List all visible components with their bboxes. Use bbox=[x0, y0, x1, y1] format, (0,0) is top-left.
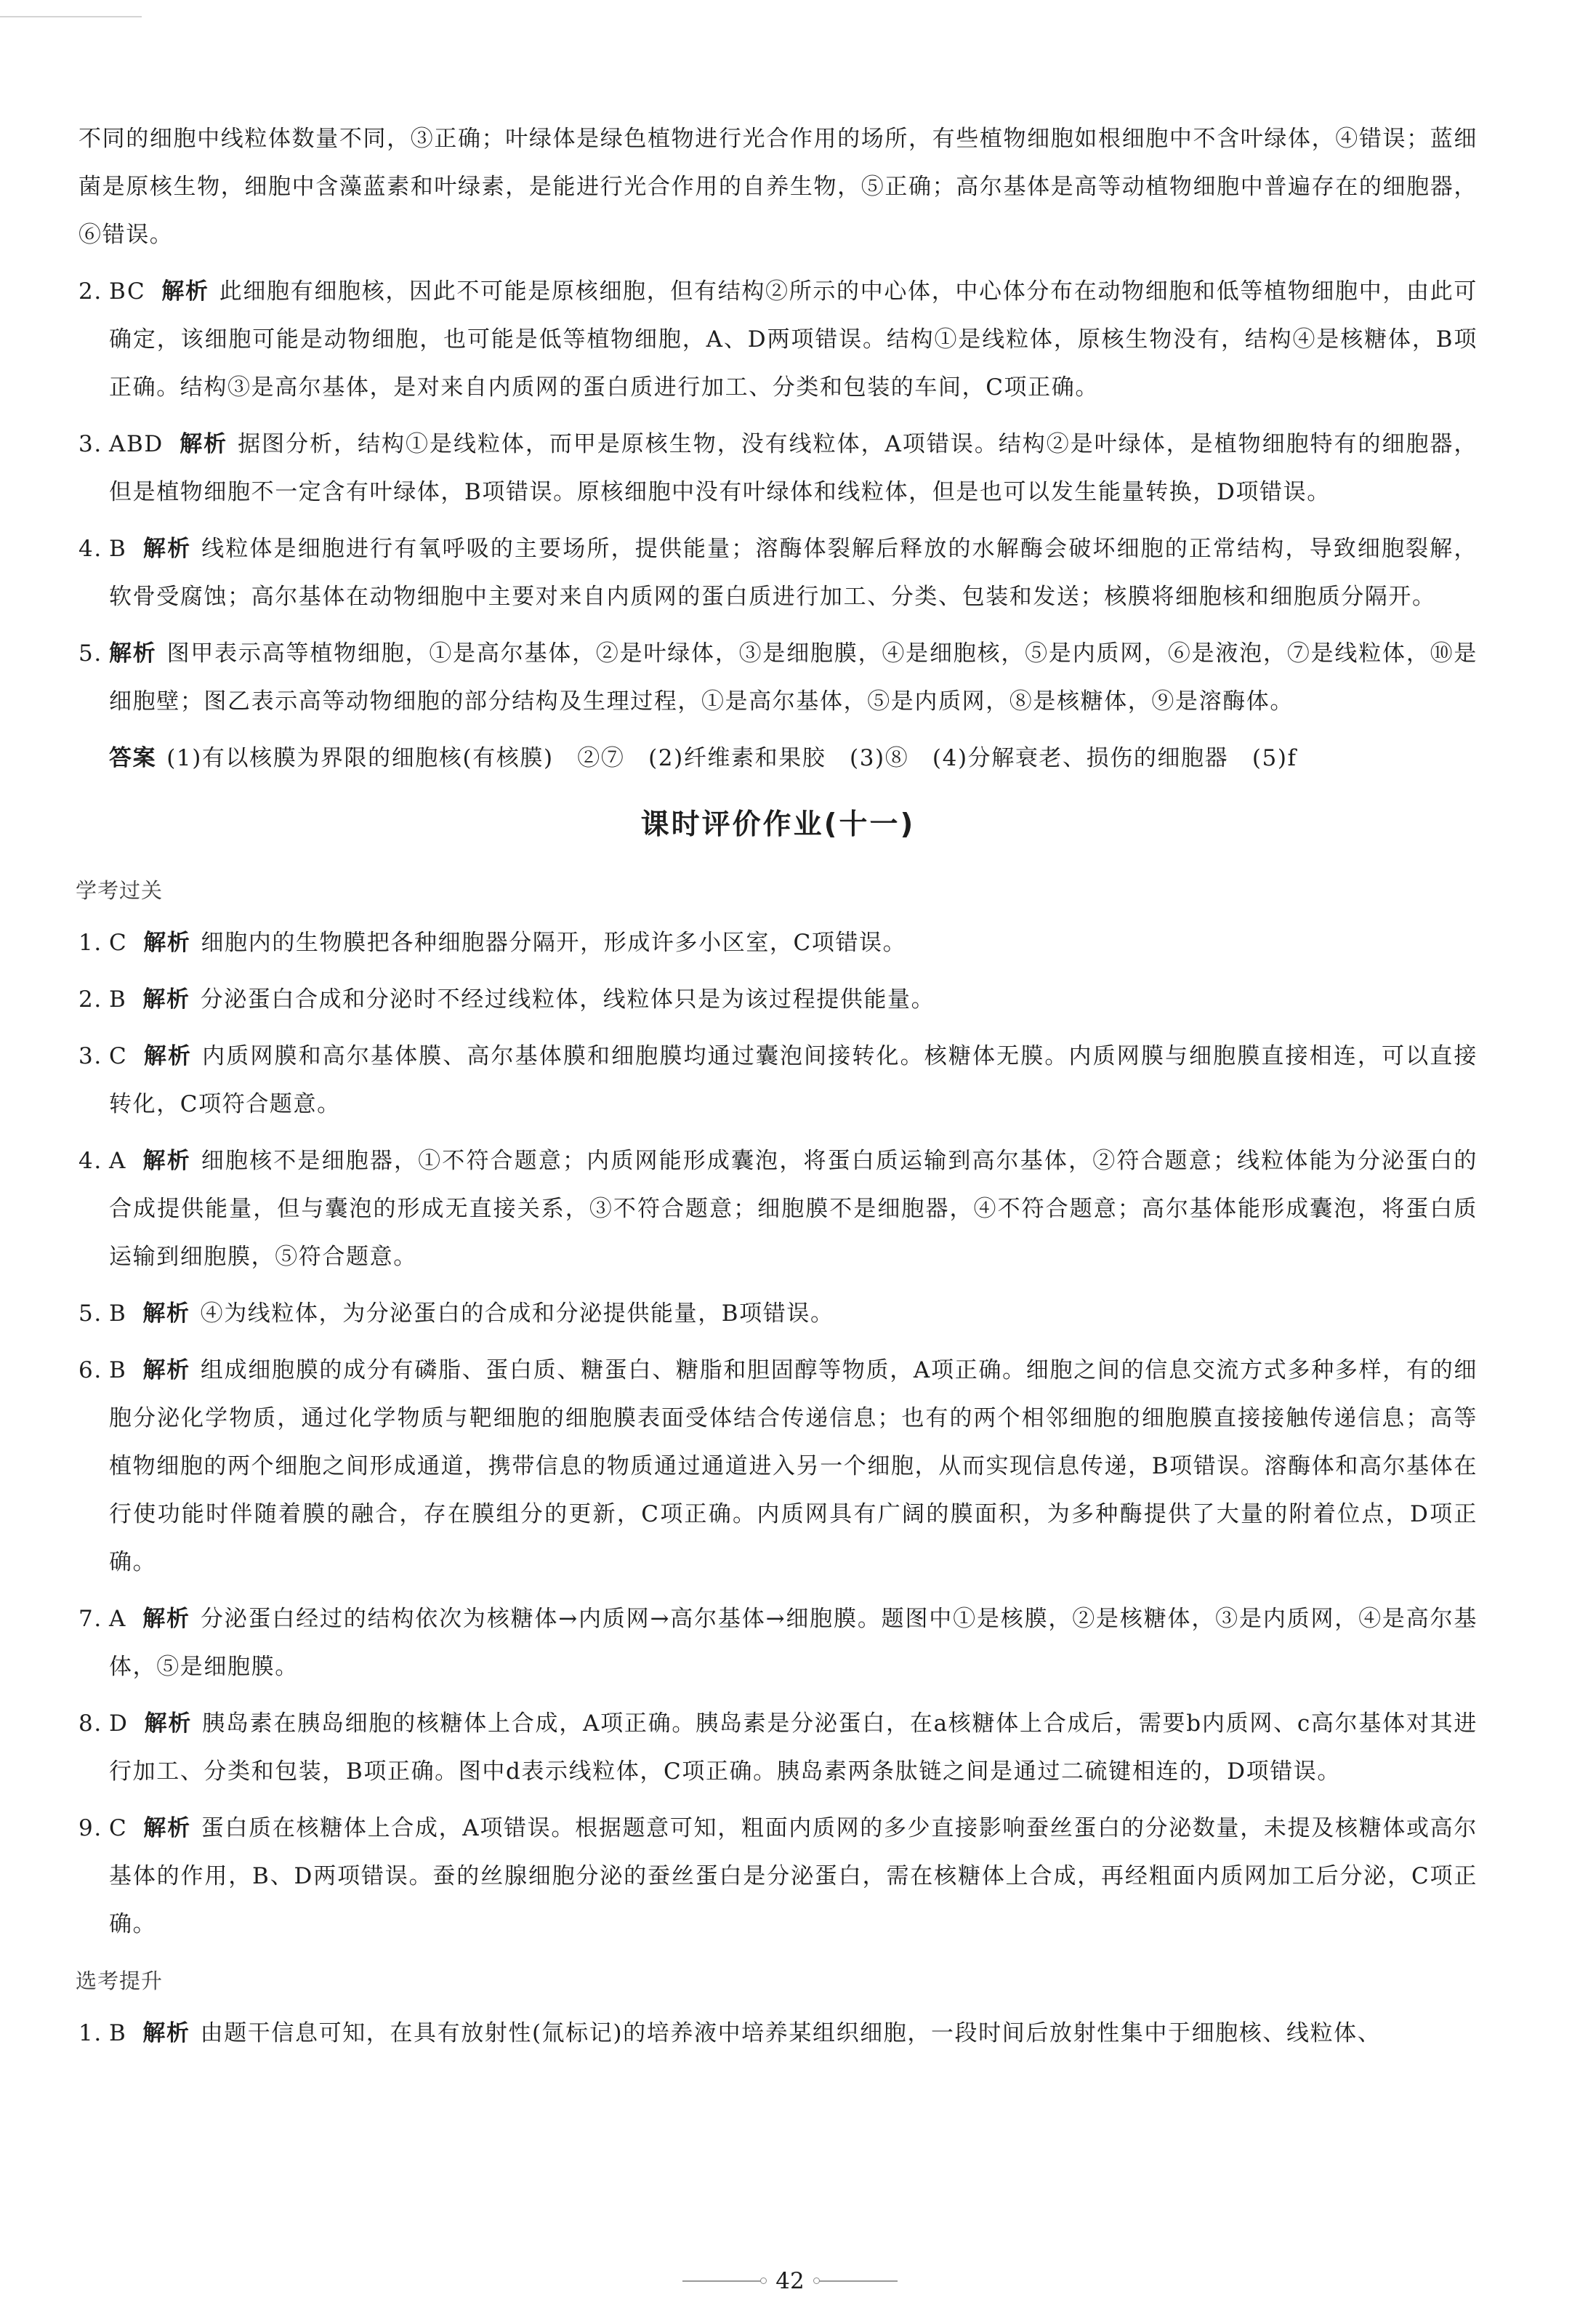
answer-item bbox=[78, 1595, 1478, 1691]
analysis-label: 解析 bbox=[143, 1043, 193, 1069]
answer-item bbox=[78, 2009, 1478, 2057]
analysis-label: 解析 bbox=[143, 930, 191, 956]
item-number: 9. bbox=[78, 1815, 102, 1841]
answer-item bbox=[78, 268, 1478, 411]
answer-summary bbox=[78, 734, 1478, 782]
answer-item bbox=[78, 525, 1478, 621]
analysis-label: 解析 bbox=[143, 1815, 191, 1841]
item-number: 7. bbox=[78, 1606, 102, 1632]
answer-item bbox=[78, 420, 1478, 516]
item-text: 此细胞有细胞核，因此不可能是原核细胞，但有结构②所示的中心体，中心体分布在动物细胞和低等植物细胞中，由此可确定，该细胞可能是动物细胞，也可能是低等植物细胞，A、D两项错误。结构①是线粒体，原核生物没有，结构④是核糖体，B项正确。结构③是高尔基体，是对来自内质网的蛋白质进行加工、分类和包装的车间，C项正确。 bbox=[109, 278, 1478, 401]
answer-text: (1)有以核膜为界限的细胞核(有核膜) ②⑦ (2)纤维素和果胶 (3)⑧ (4)分解衰老、损伤的细胞器 (5)f bbox=[166, 745, 1297, 771]
item-number: 3. bbox=[78, 431, 102, 457]
item-number: 1. bbox=[78, 930, 102, 956]
item-text: 蛋白质在核糖体上合成，A项错误。根据题意可知，粗面内质网的多少直接影响蚕丝蛋白的分泌数量，未提及核糖体或高尔基体的作用，B、D两项错误。蚕的丝腺细胞分泌的蚕丝蛋白是分泌蛋白，需在核糖体上合成，再经粗面内质网加工后分泌，C项正确。 bbox=[109, 1815, 1478, 1937]
item-answer: B bbox=[109, 2020, 127, 2046]
item-number: 4. bbox=[78, 1148, 102, 1174]
answer-item bbox=[78, 1137, 1478, 1281]
document-body bbox=[78, 115, 1478, 2066]
analysis-label: 解析 bbox=[109, 640, 157, 667]
analysis-label: 解析 bbox=[142, 2020, 190, 2046]
subheading-advanced: 选考提升 bbox=[76, 1969, 164, 1993]
item-answer: C bbox=[109, 1043, 128, 1069]
answer-label: 答案 bbox=[109, 745, 157, 771]
item-answer: ABD bbox=[109, 431, 164, 457]
footer-ornament-right bbox=[818, 2280, 898, 2282]
analysis-label: 解析 bbox=[144, 1710, 193, 1737]
item-text: 据图分析，结构①是线粒体，而甲是原核生物，没有线粒体，A项错误。结构②是叶绿体，是植物细胞特有的细胞器，但是植物细胞不一定含有叶绿体，B项错误。原核细胞中没有叶绿体和线粒体，但是也可以发生能量转换，D项错误。 bbox=[109, 431, 1478, 505]
item-answer: C bbox=[109, 1815, 128, 1841]
answer-item bbox=[78, 976, 1478, 1024]
analysis-label: 解析 bbox=[142, 1300, 190, 1327]
part2-items bbox=[78, 919, 1478, 1948]
footer-ornament-left bbox=[682, 2280, 762, 2282]
item-text: 由题干信息可知，在具有放射性(氚标记)的培养液中培养某组织细胞，一段时间后放射性集中于细胞核、线粒体、 bbox=[200, 2020, 1382, 2046]
item-answer: C bbox=[109, 930, 128, 956]
analysis-label: 解析 bbox=[142, 986, 190, 1013]
item-text: 分泌蛋白合成和分泌时不经过线粒体，线粒体只是为该过程提供能量。 bbox=[200, 986, 935, 1013]
part3-items bbox=[78, 2009, 1478, 2057]
analysis-label: 解析 bbox=[142, 1148, 191, 1174]
item-number: 5. bbox=[78, 1300, 102, 1327]
answer-item bbox=[78, 1346, 1478, 1586]
item-number: 8. bbox=[78, 1710, 102, 1737]
item-answer: BC bbox=[109, 278, 146, 305]
item-number: 3. bbox=[78, 1043, 102, 1069]
item-number: 6. bbox=[78, 1357, 102, 1383]
page-number: 42 bbox=[775, 2268, 805, 2294]
item-text: 组成细胞膜的成分有磷脂、蛋白质、糖蛋白、糖脂和胆固醇等物质，A项正确。细胞之间的信息交流方式多种多样，有的细胞分泌化学物质，通过化学物质与靶细胞的细胞膜表面受体结合传递信息；也有的两个相邻细胞的细胞膜直接接触传递信息；高等植物细胞的两个细胞之间形成通道，携带信息的物质通过通道进入另一个细胞，从而实现信息传递，B项错误。溶酶体和高尔基体在行使功能时伴随着膜的融合，存在膜组分的更新，C项正确。内质网具有广阔的膜面积，为多种酶提供了大量的附着位点，D项正确。 bbox=[109, 1357, 1478, 1575]
item-answer: B bbox=[109, 1300, 127, 1327]
analysis-label: 解析 bbox=[142, 1357, 190, 1383]
top-rule bbox=[0, 16, 142, 17]
part1-items bbox=[78, 268, 1478, 782]
page-footer bbox=[0, 2259, 1580, 2303]
answer-item bbox=[78, 1032, 1478, 1128]
item-answer: D bbox=[109, 1710, 129, 1737]
answer-item bbox=[78, 919, 1478, 967]
subheading-basic: 学考过关 bbox=[76, 878, 164, 903]
item-text: 图甲表示高等植物细胞，①是高尔基体，②是叶绿体，③是细胞膜，④是细胞核，⑤是内质网，⑥是液泡，⑦是线粒体，⑩是细胞壁；图乙表示高等动物细胞的部分结构及生理过程，①是高尔基体，⑤是内质网，⑧是核糖体，⑨是溶酶体。 bbox=[109, 640, 1478, 715]
item-number: 5. bbox=[78, 640, 102, 667]
item-text: 内质网膜和高尔基体膜、高尔基体膜和细胞膜均通过囊泡间接转化。核糖体无膜。内质网膜与细胞膜直接相连，可以直接转化，C项符合题意。 bbox=[109, 1043, 1478, 1117]
answer-item bbox=[78, 1290, 1478, 1338]
analysis-label: 解析 bbox=[179, 431, 228, 457]
item-text: 分泌蛋白经过的结构依次为核糖体→内质网→高尔基体→细胞膜。题图中①是核膜，②是核糖体，③是内质网，④是高尔基体，⑤是细胞膜。 bbox=[109, 1606, 1478, 1680]
item-number: 4. bbox=[78, 536, 102, 562]
item-text: 胰岛素在胰岛细胞的核糖体上合成，A项正确。胰岛素是分泌蛋白，在a核糖体上合成后，需要b内质网、c高尔基体对其进行加工、分类和包装，B项正确。图中d表示线粒体，C项正确。胰岛素两条肽链之间是通过二硫键相连的，D项错误。 bbox=[109, 1710, 1478, 1785]
continuation-paragraph: 不同的细胞中线粒体数量不同，③正确；叶绿体是绿色植物进行光合作用的场所，有些植物细胞如根细胞中不含叶绿体，④错误；蓝细菌是原核生物，细胞中含藻蓝素和叶绿素，是能进行光合作用的自养生物，⑤正确；高尔基体是高等动植物细胞中普遍存在的细胞器，⑥错误。 bbox=[78, 126, 1478, 248]
answer-item bbox=[78, 1804, 1478, 1948]
item-number: 2. bbox=[78, 278, 102, 305]
item-answer: B bbox=[109, 986, 127, 1013]
answer-item bbox=[78, 630, 1478, 725]
analysis-label: 解析 bbox=[142, 536, 192, 562]
item-number: 1. bbox=[78, 2020, 102, 2046]
item-text: 细胞核不是细胞器，①不符合题意；内质网能形成囊泡，将蛋白质运输到高尔基体，②符合题意；线粒体能为分泌蛋白的合成提供能量，但与囊泡的形成无直接关系，③不符合题意；细胞膜不是细胞器，④不符合题意；高尔基体能形成囊泡，将蛋白质运输到细胞膜，⑤符合题意。 bbox=[109, 1148, 1478, 1270]
analysis-label: 解析 bbox=[142, 1606, 190, 1632]
section-title: 课时评价作业(十一) bbox=[640, 808, 916, 841]
item-answer: A bbox=[109, 1606, 126, 1632]
item-text: 线粒体是细胞进行有氧呼吸的主要场所，提供能量；溶酶体裂解后释放的水解酶会破坏细胞的正常结构，导致细胞裂解，软骨受腐蚀；高尔基体在动物细胞中主要对来自内质网的蛋白质进行加工、分类、包装和发送；核膜将细胞核和细胞质分隔开。 bbox=[109, 536, 1478, 610]
item-answer: B bbox=[109, 536, 127, 562]
item-answer: B bbox=[109, 1357, 127, 1383]
item-text: ④为线粒体，为分泌蛋白的合成和分泌提供能量，B项错误。 bbox=[200, 1300, 834, 1327]
item-number: 2. bbox=[78, 986, 102, 1013]
item-text: 细胞内的生物膜把各种细胞器分隔开，形成许多小区室，C项错误。 bbox=[201, 930, 907, 956]
answer-item bbox=[78, 1700, 1478, 1796]
analysis-label: 解析 bbox=[161, 278, 209, 305]
item-answer: A bbox=[109, 1148, 126, 1174]
